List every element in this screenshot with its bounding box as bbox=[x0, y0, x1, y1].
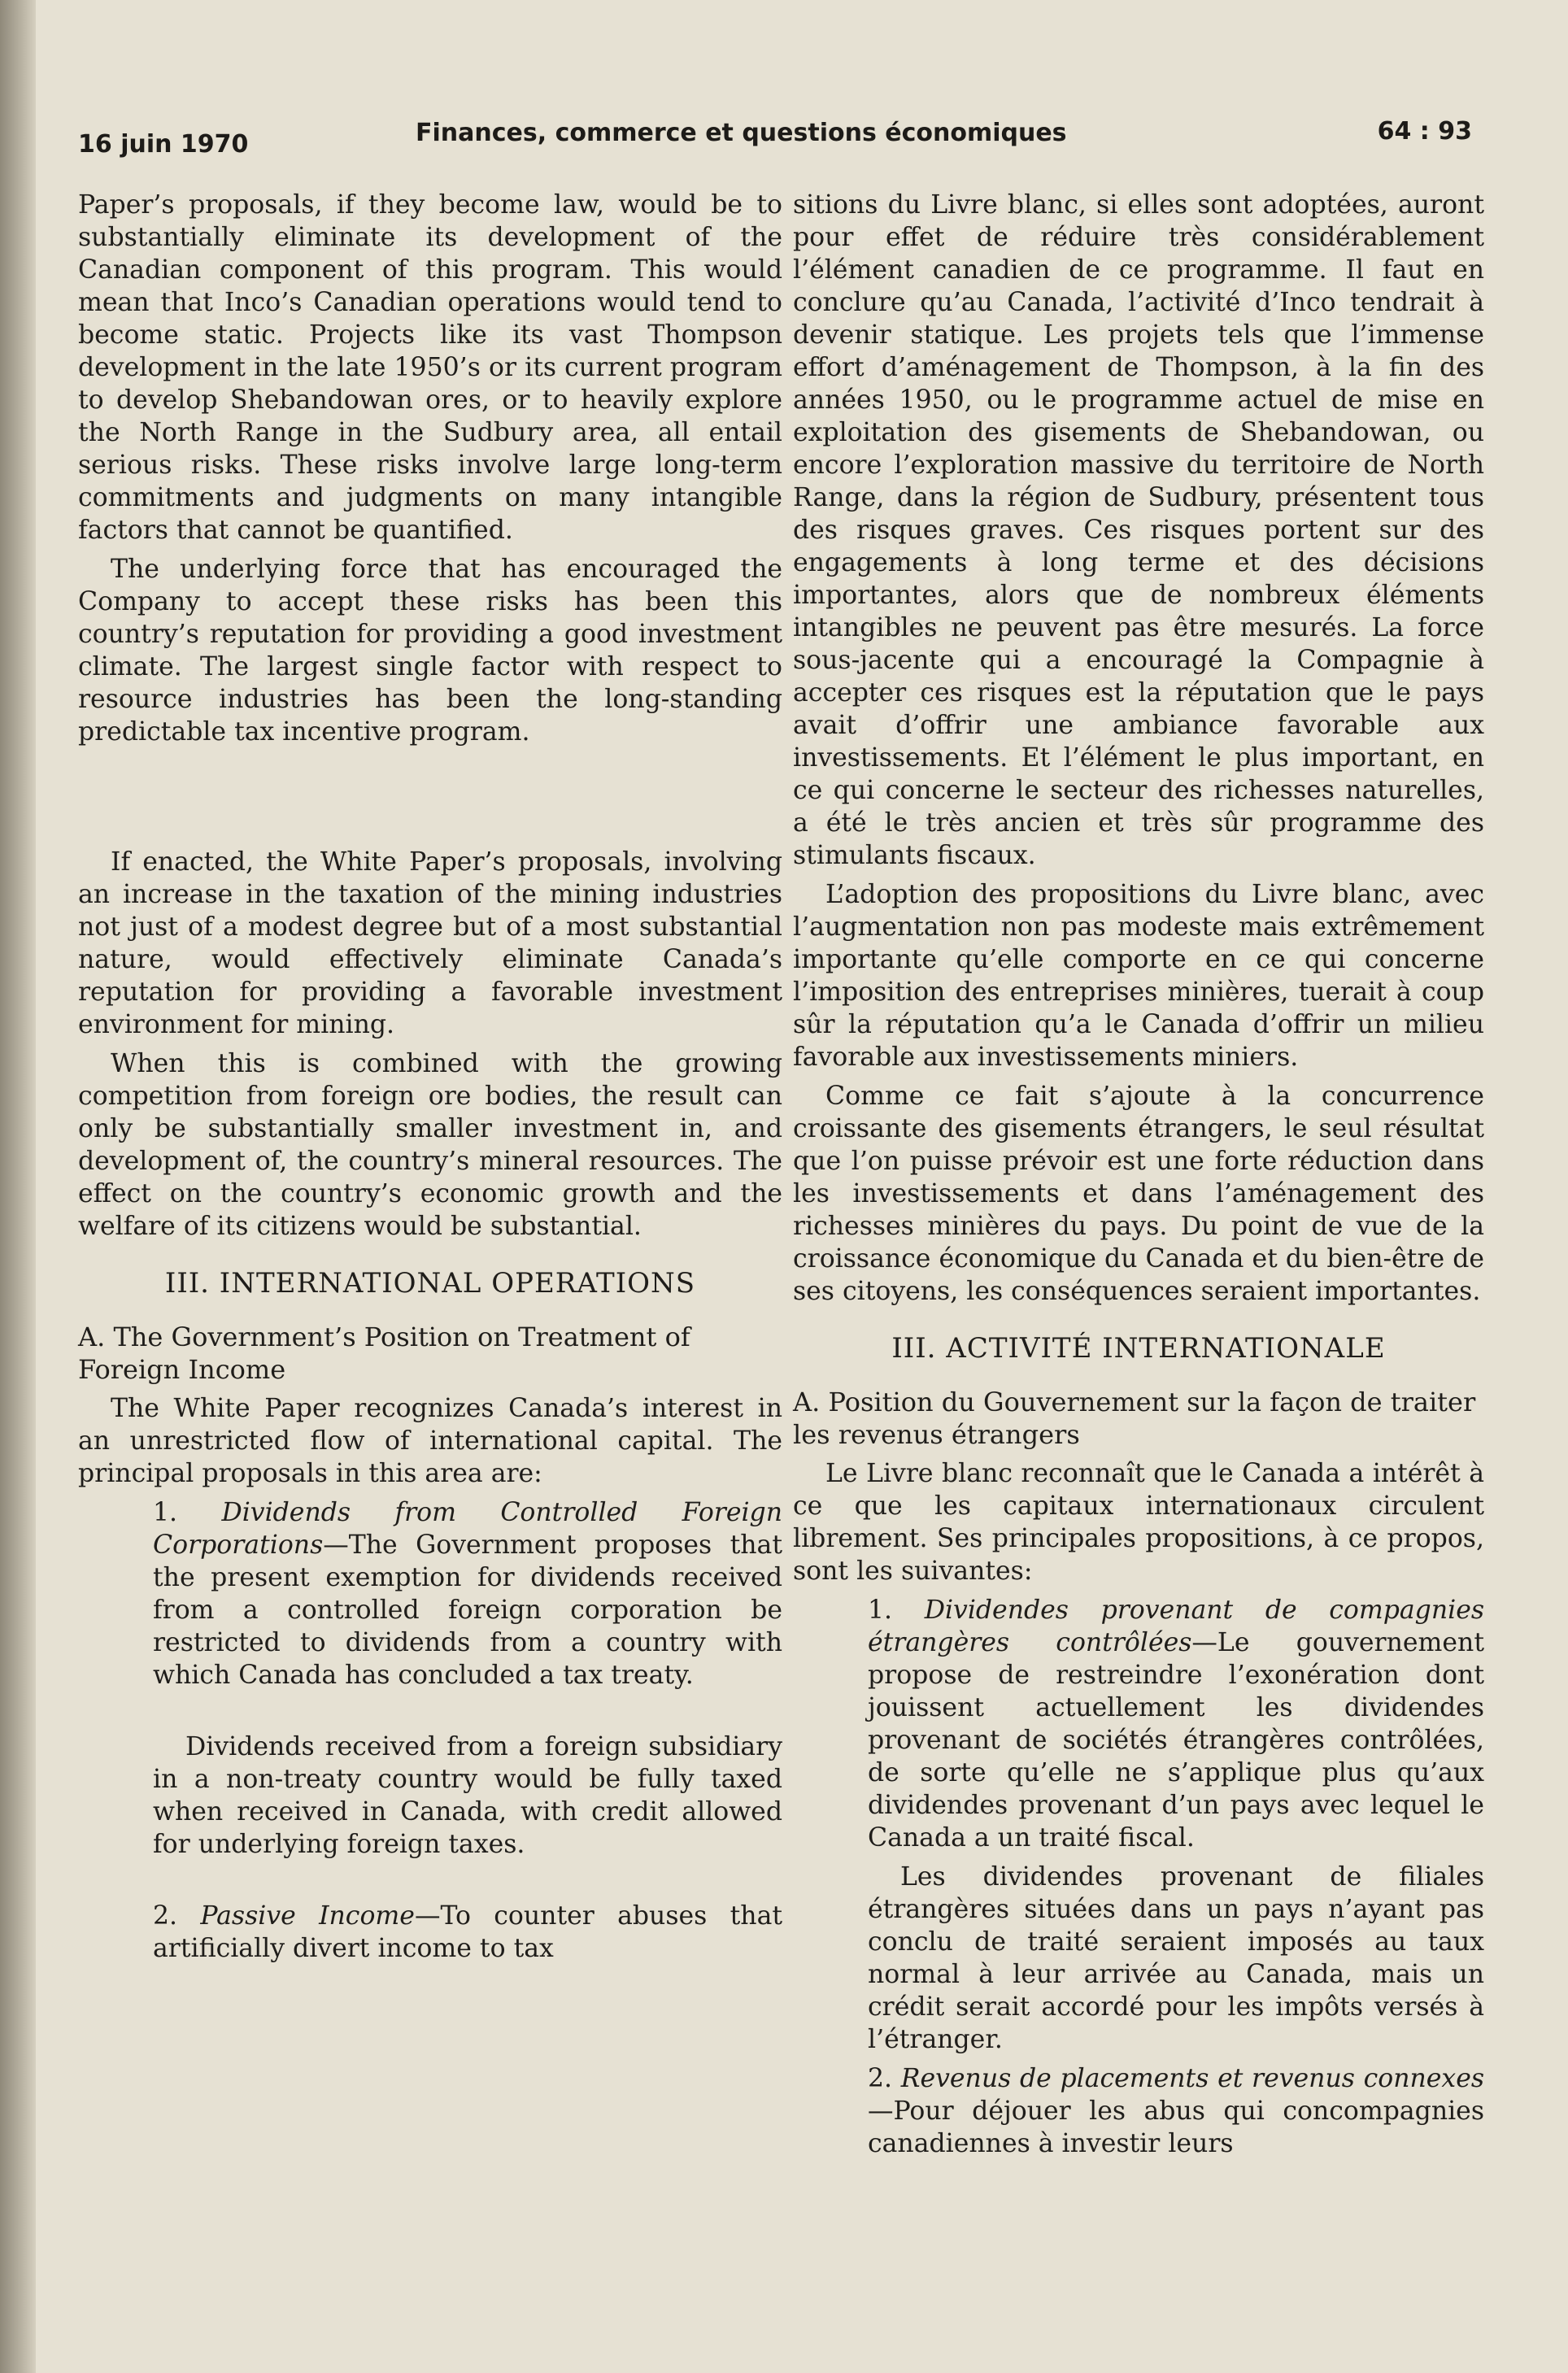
en-list-item-2 bbox=[153, 1900, 782, 1965]
fr-paragraph-4: Le Livre blanc reconnaît que le Canada a intérêt à ce que les capitaux internationaux circulent librement. Ses principales propositions, à ce propos, sont les suivantes: bbox=[793, 1459, 1484, 1586]
en-item-gap-2 bbox=[78, 1867, 782, 1900]
fr-list-item-2 bbox=[868, 2062, 1484, 2160]
fr-item1-paragraph: Les dividendes provenant de filiales étrangères situées dans un pays n’ayant pas conclu de traité seraient imposés au taux normal à leur arrivée au Canada, mais un crédit serait accordé pour les impôts versés à l’étranger. bbox=[868, 1862, 1484, 2054]
en-paragraph-1: Paper’s proposals, if they become law, would be to substantially eliminate its development of the Canadian component of this program. This would mean that Inco’s Canadian operations would tend to become static. Projects like its vast Thompson development in the late 1950’s or its current program to develop Shebandowan ores, or to heavily explore the North Range in the Sudbury area, all entail serious risks. These risks involve large long-term commitments and judgments on many intangible factors that cannot be quantified. bbox=[78, 190, 782, 545]
en-section-heading: III. INTERNATIONAL OPERATIONS bbox=[164, 1267, 696, 1300]
en-item2-text: —To counter abuses that artificially divert income to tax bbox=[153, 1901, 783, 1963]
fr-paragraph-3: Comme ce fait s’ajoute à la concurrence croissante des gisements étrangers, le seul résultat que l’on puisse prévoir est une forte réduction dans les investissements et dans l’aménagement des richesses minières du pays. Du point de vue de la croissance économique du Canada et du bien-être de ses citoyens, les conséquences seraient importantes. bbox=[793, 1082, 1484, 1306]
en-list-item-1 bbox=[153, 1496, 782, 1692]
fr-item2-text: —Pour déjouer les abus qui concompagnies canadiennes à investir leurs bbox=[868, 2097, 1484, 2158]
en-item1-paragraph: Dividends received from a foreign subsidiary in a non-treaty country would be fully taxed when received in Canada, with credit allowed for underlying foreign taxes. bbox=[153, 1732, 782, 1859]
fr-paragraph-2: L’adoption des propositions du Livre blanc, avec l’augmentation non pas modeste mais extrêmement importante qu’elle comporte en ce qui concerne l’imposition des entreprises minières, tuerait à coup sûr la réputation qu’a le Canada d’offrir un milieu favorable aux investissements miniers. bbox=[793, 880, 1484, 1072]
en-subheading: A. The Government’s Position on Treatment of Foreign Income bbox=[78, 1321, 690, 1385]
en-gap bbox=[78, 755, 782, 846]
fr-section-heading: III. ACTIVITÉ INTERNATIONALE bbox=[891, 1332, 1386, 1365]
en-item2-lead: Passive Income bbox=[200, 1901, 415, 1931]
en-paragraph-2: The underlying force that has encouraged the Company to accept these risks has been this country’s reputation for providing a good investment climate. The largest single factor with respect to resource industries has been the long-standing predictable tax incentive program. bbox=[78, 555, 782, 747]
en-item-gap bbox=[78, 1698, 782, 1731]
fr-item1-number: 1. bbox=[868, 1596, 893, 1625]
english-column bbox=[78, 189, 782, 1971]
running-header bbox=[78, 112, 1472, 161]
fr-item1-lead: Dividendes provenant de compagnies étrangères contrôlées bbox=[868, 1596, 1485, 1657]
en-paragraph-5: The White Paper recognizes Canada’s interest in an unrestricted flow of international capital. The principal proposals in this area are: bbox=[78, 1394, 782, 1488]
fr-item1-text: —Le gouvernement propose de restreindre l’exonération dont jouissent actuellement les dividendes provenant de sociétés étrangères contrôlées, de sorte qu’elle ne s’applique plus qu’aux dividendes provenant d’un pays avec lequel le Canada a un traité fiscal. bbox=[868, 1628, 1484, 1853]
header-date: 16 juin 1970 bbox=[78, 130, 249, 159]
en-item2-number: 2. bbox=[153, 1901, 178, 1931]
en-paragraph-3: If enacted, the White Paper’s proposals, involving an increase in the taxation of the mining industries not just of a modest degree but of a most substantial nature, would effectively eliminate Canada’s reputation for providing a favorable investment environment for mining. bbox=[78, 847, 782, 1039]
header-title: Finances, commerce et questions économiques bbox=[416, 119, 1067, 147]
header-page-number: 64 : 93 bbox=[1377, 117, 1472, 146]
fr-item2-lead: Revenus de placements et revenus connexes bbox=[900, 2064, 1484, 2093]
en-item1-text: —The Government proposes that the present exemption for dividends received from a controlled foreign corporation be restricted to dividends from a country with which Canada has concluded a tax treaty. bbox=[153, 1530, 782, 1690]
fr-subheading: A. Position du Gouvernement sur la façon de traiter les revenus étrangers bbox=[793, 1387, 1476, 1450]
fr-paragraph-1: sitions du Livre blanc, si elles sont adoptées, auront pour effet de réduire très considérablement l’élément canadien de ce programme. Il faut en conclure qu’au Canada, l’activité d’Inco tendrait à devenir statique. Les projets tels que l’immense effort d’aménagement de Thompson, à la fin des années 1950, ou le programme actuel de mise en exploitation des gisements de Shebandowan, ou encore l’exploration massive du territoire de North Range, dans la région de Sudbury, présentent tous des risques graves. Ces risques portent sur des engagements à long terme et des décisions importantes, alors que de nombreux éléments intangibles ne peuvent pas être mesurés. La force sous-jacente qui a encouragé la Compagnie à accepter ces risques est la réputation que le pays avait d’offrir une ambiance favorable aux investissements. Et l’élément le plus important, en ce qui concerne le secteur des richesses naturelles, a été le très ancien et très sûr programme des stimulants fiscaux. bbox=[793, 190, 1484, 870]
french-column bbox=[793, 189, 1484, 2166]
en-item1-lead: Dividends from Controlled Foreign Corporations bbox=[153, 1498, 783, 1560]
fr-item2-number: 2. bbox=[868, 2064, 893, 2093]
binding-gutter bbox=[0, 0, 36, 2373]
en-item1-number: 1. bbox=[153, 1498, 178, 1527]
fr-list-item-1 bbox=[868, 1594, 1484, 1854]
en-paragraph-4: When this is combined with the growing competition from foreign ore bodies, the result can only be substantially smaller investment in, and development of, the country’s mineral resources. The effect on the country’s economic growth and the welfare of its citizens would be substantial. bbox=[78, 1049, 782, 1241]
